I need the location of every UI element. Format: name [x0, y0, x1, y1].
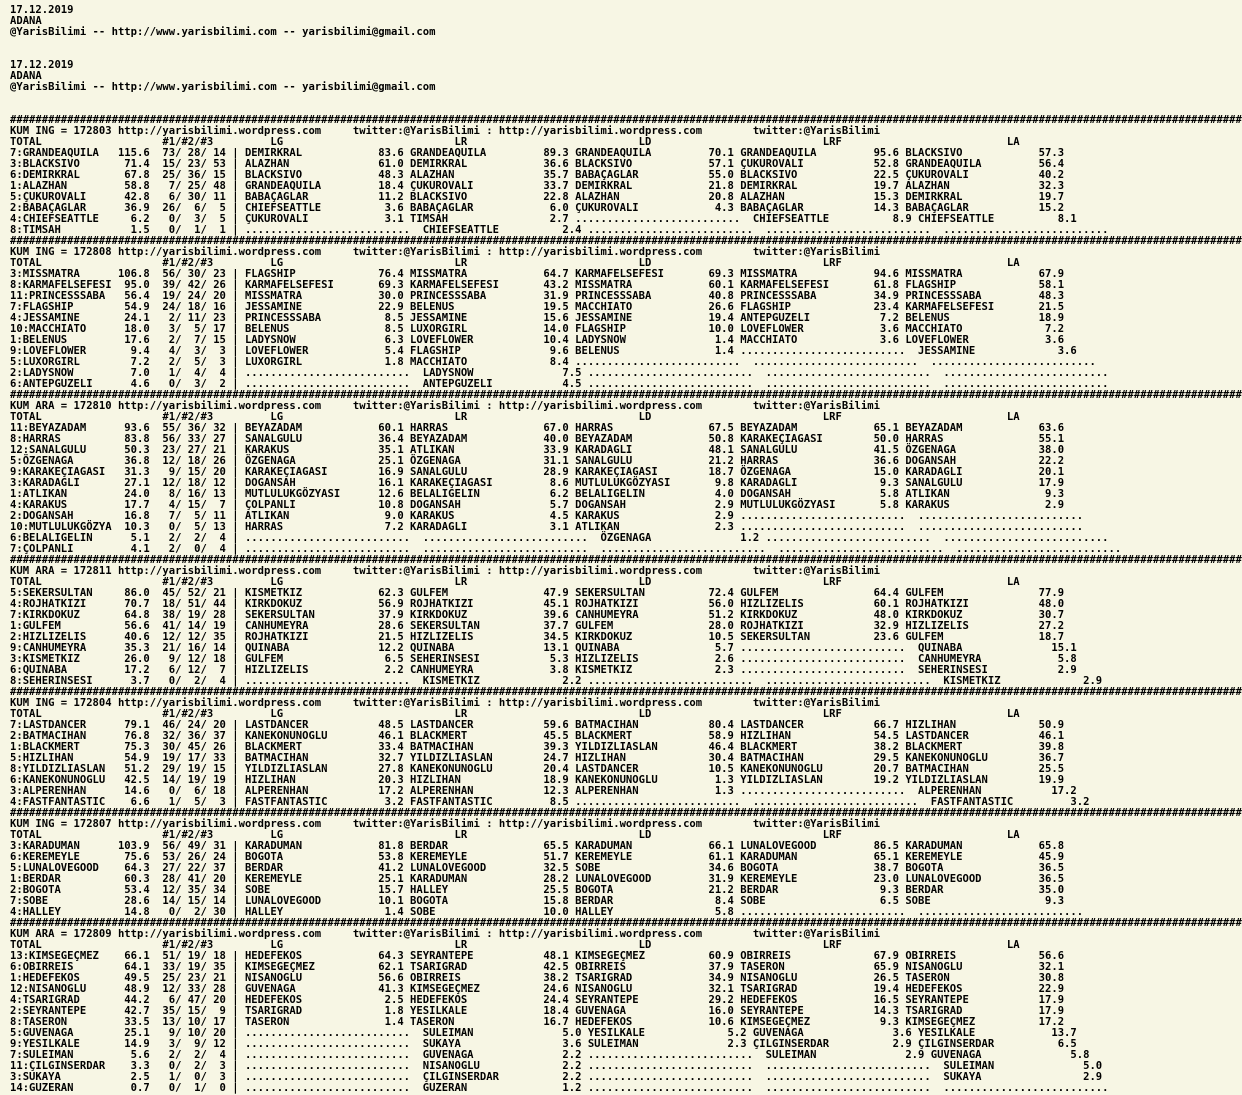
result-row: 4:KARAKUS 17.7 4/ 15/ 7 | ÇOLPANLI 10.8 DOGANSAH 5.7 DOGANSAH 2.9 MUTLULUKGÖZYASI 5.8 KARAKUS 2.9 [10, 499, 1065, 511]
blank-line [10, 38, 1074, 49]
result-row: 5:SEKERSULTAN 86.0 45/ 52/ 21 | KISMETKIZ 62.3 GULFEM 47.9 SEKERSULTAN 72.4 GULFEM 64.4 GULFEM 77.9 [10, 587, 1065, 599]
result-row: 10:MACCHIATO 18.0 3/ 5/ 17 | BELENUS 8.5 LUXORGIRL 14.0 FLAGSHIP 10.0 LOVEFLOWER 3.6 MACCHIATO 7.2 [10, 323, 1065, 335]
result-row: 1:BERDAR 60.3 28/ 41/ 20 | KEREMEYLE 25.1 KARADUMAN 28.2 LUNALOVEGOOD 31.9 KEREMEYLE 23.0 LUNALOVEGOOD 36.5 [10, 873, 1065, 885]
result-row: 14:GUZERAN 0.7 0/ 1/ 0 | .......................... GUZERAN 1.2 .......................... .......................... .......................... [10, 1082, 1109, 1094]
result-row: 4:CHIEFSEATTLE 6.2 0/ 3/ 5 | ÇUKUROVALI 3.1 TIMSAH 2.7 .......................... CHIEFSEATTLE 8.9 CHIEFSEATTLE 8.1 [10, 213, 1077, 225]
result-row: 12:SANALGULU 50.3 23/ 27/ 21 | KARAKUS 35.1 ATLIKAN 33.9 KARADAGLI 48.1 SANALGULU 41.5 ÖZGENAGA 38.0 [10, 444, 1065, 456]
column-header-line: TOTAL #1/#2/#3 LG LR LD LRF LA [10, 829, 1020, 841]
result-row: 6:QUINABA 17.2 6/ 12/ 7 | HIZLIZELIS 2.2 CANHUMEYRA 3.8 KISMETKIZ 2.3 .......................... SEHERINSESI 2.9 [10, 664, 1077, 676]
result-row: 3:KISMETKIZ 26.0 9/ 12/ 18 | GULFEM 6.5 SEHERINSESI 5.3 HIZLIZELIS 2.6 .......................... CANHUMEYRA 5.8 [10, 653, 1077, 665]
result-row: 6:KEREMEYLE 75.6 53/ 26/ 24 | BOGOTA 53.8 KEREMEYLE 51.7 KEREMEYLE 61.1 KARADUMAN 65.1 KEREMEYLE 45.9 [10, 851, 1065, 863]
race-header-line: KUM ARA = 172809 http://yarisbilimi.wordpress.com twitter:@YarisBilimi : http://yarisbilimi.wordpress.com twitter:@YarisBilimi [10, 928, 880, 940]
result-row: 2:BATMACIHAN 76.8 32/ 36/ 37 | KANEKONUNOGLU 46.1 BLACKMERT 45.5 BLACKMERT 58.9 HIZLIHAN 54.5 LASTDANCER 46.1 [10, 730, 1065, 742]
result-row: 5:ÇUKUROVALI 42.8 6/ 30/ 11 | BABAÇAGLAR 11.2 BLACKSIVO 22.8 ALAZHAN 20.8 ALAZHAN 15.3 DEMIRKRAL 19.7 [10, 191, 1065, 203]
result-row: 2:BABAÇAGLAR 36.9 26/ 6/ 5 | CHIEFSEATTLE 3.6 BABAÇAGLAR 6.0 ÇUKUROVALI 4.3 BABAÇAGLAR 14.3 BABAÇAGLAR 15.2 [10, 202, 1065, 214]
result-row: 9:KARAKEÇIAGASI 31.3 9/ 15/ 20 | KARAKEÇIAGASI 16.9 SANALGULU 28.9 KARAKEÇIAGASI 18.7 ÖZGENAGA 15.0 KARADAGLI 20.1 [10, 466, 1065, 478]
result-row: 9:YESILKALE 14.9 3/ 9/ 12 | .......................... SUKAYA 3.6 SULEIMAN 2.3 ÇILGINSERDAR 2.9 ÇILGINSERDAR 6.5 [10, 1038, 1077, 1050]
result-row: 11:ÇILGINSERDAR 3.3 0/ 2/ 3 | .......................... NISANOGLU 2.2 .......................... .......................... SULEIMAN 5.0 [10, 1060, 1103, 1072]
text-line: 17.12.2019 [10, 4, 74, 16]
race-header-line: KUM ING = 172803 http://yarisbilimi.wordpress.com twitter:@YarisBilimi : http://yarisbilimi.wordpress.com twitter:@YarisBilimi [10, 125, 880, 137]
text-line: ADANA [10, 15, 42, 27]
separator-line: ################################################################################################################################################################################################## [10, 114, 1242, 126]
result-row: 10:MUTLULUKGÖZYA 10.3 0/ 5/ 13 | HARRAS 7.2 KARADAGLI 3.1 ATLIKAN 2.3 .......................... .......................... [10, 521, 1084, 533]
result-row: 3:BLACKSIVO 71.4 15/ 23/ 53 | ALAZHAN 61.0 DEMIRKRAL 36.6 BLACKSIVO 57.1 ÇUKUROVALI 52.8 GRANDEAQUILA 56.4 [10, 158, 1065, 170]
result-row: 2:HIZLIZELIS 40.6 12/ 12/ 35 | ROJHATKIZI 21.5 HIZLIZELIS 34.5 KIRKDOKUZ 10.5 SEKERSULTAN 23.6 GULFEM 18.7 [10, 631, 1065, 643]
result-row: 1:GULFEM 56.6 41/ 14/ 19 | CANHUMEYRA 28.6 SEKERSULTAN 37.7 GULFEM 28.0 ROJHATKIZI 32.9 HIZLIZELIS 27.2 [10, 620, 1065, 632]
result-row: 2:SEYRANTEPE 42.7 35/ 15/ 9 | TSARIGRAD 1.8 YESILKALE 18.4 GUVENAGA 16.0 SEYRANTEPE 14.3 TSARIGRAD 17.9 [10, 1005, 1065, 1017]
result-row: 5:LUXORGIRL 7.2 2/ 5/ 3 | LUXORGIRL 1.8 MACCHIATO 8.4 .......................... .......................... .......................... [10, 356, 1096, 368]
race-header-line: KUM ARA = 172810 http://yarisbilimi.wordpress.com twitter:@YarisBilimi : http://yarisbilimi.wordpress.com twitter:@YarisBilimi [10, 400, 880, 412]
result-row: 8:HARRAS 83.8 56/ 33/ 27 | SANALGULU 36.4 BEYAZADAM 40.0 BEYAZADAM 50.8 KARAKEÇIAGASI 50.0 HARRAS 55.1 [10, 433, 1065, 445]
result-row: 8:TASERON 33.5 13/ 10/ 17 | TASERON 1.4 TASERON 16.7 HEDEFEKOS 10.6 KIMSEGEÇMEZ 9.3 KIMSEGEÇMEZ 17.2 [10, 1016, 1065, 1028]
result-row: 4:HALLEY 14.8 0/ 2/ 30 | HALLEY 1.4 SOBE 10.0 HALLEY 5.8 .......................... .......................... [10, 906, 1084, 918]
separator-line: ################################################################################################################################################################################################## [10, 686, 1242, 698]
race-header-line: KUM ING = 172807 http://yarisbilimi.wordpress.com twitter:@YarisBilimi : http://yarisbilimi.wordpress.com twitter:@YarisBilimi [10, 818, 880, 830]
result-row: 7:SOBE 28.6 14/ 15/ 14 | LUNALOVEGOOD 10.1 BOGOTA 15.8 BERDAR 8.4 SOBE 6.5 SOBE 9.3 [10, 895, 1065, 907]
blank-line [10, 49, 1074, 60]
result-row: 3:KARADAGLI 27.1 12/ 18/ 12 | DOGANSAH 16.1 KARAKEÇIAGASI 8.6 MUTLULUKGÖZYASI 9.8 KARADAGLI 9.3 SANALGULU 17.9 [10, 477, 1065, 489]
result-row: 12:NISANOGLU 48.9 12/ 33/ 28 | GUVENAGA 41.3 KIMSEGEÇMEZ 24.6 NISANOGLU 32.1 TSARIGRAD 19.4 HEDEFEKOS 22.9 [10, 983, 1065, 995]
result-row: 11:PRINCESSSABA 56.4 19/ 24/ 20 | MISSMATRA 30.0 PRINCESSSABA 31.9 PRINCESSSABA 40.8 PRINCESSSABA 34.9 PRINCESSSABA 48.3 [10, 290, 1065, 302]
text-line: ADANA [10, 70, 42, 82]
result-row: 7:ÇOLPANLI 4.1 2/ 0/ 4 | .......................... .......................... .......................... .......................... .......................... [10, 543, 1122, 555]
result-row: 6:KANEKONUNOGLU 42.5 14/ 19/ 19 | HIZLIHAN 20.3 HIZLIHAN 18.9 KANEKONUNOGLU 1.3 YILDIZLIASLAN 19.2 YILDIZLIASLAN 19.9 [10, 774, 1065, 786]
result-row: 4:ROJHATKIZI 70.7 18/ 51/ 44 | KIRKDOKUZ 56.9 ROJHATKIZI 45.1 ROJHATKIZI 56.0 HIZLIZELIS 60.1 ROJHATKIZI 48.0 [10, 598, 1065, 610]
result-row: 1:BLACKMERT 75.3 30/ 45/ 26 | BLACKMERT 33.4 BATMACIHAN 39.3 YILDIZLIASLAN 46.4 BLACKMERT 38.2 BLACKMERT 39.8 [10, 741, 1065, 753]
column-header-line: TOTAL #1/#2/#3 LG LR LD LRF LA [10, 411, 1020, 423]
result-row: 8:SEHERINSESI 3.7 0/ 2/ 4 | .......................... KISMETKIZ 2.2 .......................... .......................... KISMETKIZ 2.9 [10, 675, 1103, 687]
result-row: 9:CANHUMEYRA 35.3 21/ 16/ 14 | QUINABA 12.2 QUINABA 13.1 QUINABA 5.7 .......................... QUINABA 15.1 [10, 642, 1077, 654]
result-row: 6:OBIRREIS 64.1 33/ 19/ 35 | KIMSEGEÇMEZ 62.1 TSARIGRAD 42.5 OBIRREIS 37.9 TASERON 65.9 NISANOGLU 32.1 [10, 961, 1065, 973]
result-row: 7:KIRKDOKUZ 64.8 38/ 19/ 28 | SEKERSULTAN 37.9 KIRKDOKUZ 39.6 CANHUMEYRA 51.2 KIRKDOKUZ 48.0 KIRKDOKUZ 30.7 [10, 609, 1065, 621]
result-row: 1:ALAZHAN 58.8 7/ 25/ 48 | GRANDEAQUILA 18.4 ÇUKUROVALI 33.7 DEMIRKRAL 21.8 DEMIRKRAL 19.7 ALAZHAN 32.3 [10, 180, 1065, 192]
result-row: 4:JESSAMINE 24.1 2/ 11/ 23 | PRINCESSSABA 8.5 JESSAMINE 15.6 JESSAMINE 19.4 ANTEPGUZELI 7.2 BELENUS 18.9 [10, 312, 1065, 324]
result-row: 1:HEDEFEKOS 49.5 25/ 23/ 21 | NISANOGLU 56.6 OBIRREIS 38.2 TSARIGRAD 34.9 NISANOGLU 26.5 TASERON 30.8 [10, 972, 1065, 984]
separator-line: ################################################################################################################################################################################################## [10, 554, 1242, 566]
result-row: 8:KARMAFELSEFESI 95.0 39/ 42/ 26 | KARMAFELSEFESI 69.3 KARMAFELSEFESI 43.2 MISSMATRA 60.1 KARMAFELSEFESI 61.8 FLAGSHIP 58.1 [10, 279, 1065, 291]
separator-line: ################################################################################################################################################################################################## [10, 389, 1242, 401]
column-header-line: TOTAL #1/#2/#3 LG LR LD LRF LA [10, 576, 1020, 588]
result-row: 5:LUNALOVEGOOD 64.3 27/ 22/ 37 | BERDAR 41.2 LUNALOVEGOOD 32.5 SOBE 34.6 BOGOTA 38.7 BOGOTA 36.5 [10, 862, 1065, 874]
column-header-line: TOTAL #1/#2/#3 LG LR LD LRF LA [10, 136, 1020, 148]
text-line: @YarisBilimi -- http://www.yarisbilimi.com -- yarisbilimi@gmail.com [10, 26, 436, 38]
result-row: 7:FLAGSHIP 54.9 24/ 18/ 16 | JESSAMINE 22.9 BELENUS 19.5 MACCHIATO 26.6 FLAGSHIP 23.4 KARMAFELSEFESI 21.5 [10, 301, 1065, 313]
separator-line: ################################################################################################################################################################################################## [10, 917, 1242, 929]
result-row: 5:ÖZGENAGA 36.8 12/ 18/ 26 | ÖZGENAGA 25.1 ÖZGENAGA 31.1 SANALGULU 21.2 HARRAS 36.6 DOGANSAH 22.2 [10, 455, 1065, 467]
result-row: 3:KARADUMAN 103.9 56/ 49/ 31 | KARADUMAN 81.8 BERDAR 65.5 KARADUMAN 66.1 LUNALOVEGOOD 86.5 KARADUMAN 65.8 [10, 840, 1065, 852]
column-header-line: TOTAL #1/#2/#3 LG LR LD LRF LA [10, 939, 1020, 951]
text-line: @YarisBilimi -- http://www.yarisbilimi.com -- yarisbilimi@gmail.com [10, 81, 436, 93]
text-line: 17.12.2019 [10, 59, 74, 71]
result-row: 7:GRANDEAQUILA 115.6 73/ 28/ 14 | DEMIRKRAL 83.6 GRANDEAQUILA 89.3 GRANDEAQUILA 70.1 GRANDEAQUILA 95.6 BLACKSIVO 57.3 [10, 147, 1065, 159]
result-row: 1:BELENUS 17.6 2/ 7/ 15 | LADYSNOW 6.3 LOVEFLOWER 10.4 LADYSNOW 1.4 MACCHIATO 3.6 LOVEFLOWER 3.6 [10, 334, 1065, 346]
column-header-line: TOTAL #1/#2/#3 LG LR LD LRF LA [10, 708, 1020, 720]
result-row: 8:TIMSAH 1.5 0/ 1/ 1 | .......................... CHIEFSEATTLE 2.4 .......................... .......................... .......................... [10, 224, 1109, 236]
result-row: 3:SUKAYA 2.5 1/ 0/ 3 | .......................... ÇILGINSERDAR 2.2 .......................... .......................... SUKAYA 2.9 [10, 1071, 1103, 1083]
result-row: 5:HIZLIHAN 54.9 19/ 17/ 33 | BATMACIHAN 32.7 YILDIZLIASLAN 24.7 HIZLIHAN 30.4 BATMACIHAN 29.5 KANEKONUNOGLU 36.7 [10, 752, 1065, 764]
result-row: 8:YILDIZLIASLAN 51.2 29/ 19/ 15 | YILDIZLIASLAN 27.8 KANEKONUNOGLU 20.4 LASTDANCER 10.5 KANEKONUNOGLU 20.7 BATMACIHAN 25.5 [10, 763, 1065, 775]
result-row: 7:LASTDANCER 79.1 46/ 24/ 20 | LASTDANCER 48.5 LASTDANCER 59.6 BATMACIHAN 80.4 LASTDANCER 66.7 HIZLIHAN 50.9 [10, 719, 1065, 731]
result-row: 2:BOGOTA 53.4 12/ 35/ 34 | SOBE 15.7 HALLEY 25.5 BOGOTA 21.2 BERDAR 9.3 BERDAR 35.0 [10, 884, 1065, 896]
result-row: 4:TSARIGRAD 44.2 6/ 47/ 20 | HEDEFEKOS 2.5 HEDEFEKOS 24.4 SEYRANTEPE 29.2 HEDEFEKOS 16.5 SEYRANTEPE 17.9 [10, 994, 1065, 1006]
result-row: 6:ANTEPGUZELI 4.6 0/ 3/ 2 | .......................... ANTEPGUZELI 4.5 .......................... .......................... .......................... [10, 378, 1109, 390]
result-row: 7:SULEIMAN 5.6 2/ 2/ 4 | .......................... GUVENAGA 2.2 .......................... SULEIMAN 2.9 GUVENAGA 5.8 [10, 1049, 1090, 1061]
result-row: 6:BELALIGELIN 5.1 2/ 2/ 4 | .......................... .......................... ÖZGENAGA 1.2 .......................... .......................... [10, 532, 1109, 544]
result-row: 5:GUVENAGA 25.1 9/ 10/ 20 | .......................... SULEIMAN 5.0 YESILKALE 5.2 GUVENAGA 3.6 YESILKALE 13.7 [10, 1027, 1077, 1039]
race-header-line: KUM ARA = 172811 http://yarisbilimi.wordpress.com twitter:@YarisBilimi : http://yarisbilimi.wordpress.com twitter:@YarisBilimi [10, 565, 880, 577]
result-row: 2:LADYSNOW 7.0 1/ 4/ 4 | .......................... LADYSNOW 7.5 .......................... .......................... .......................... [10, 367, 1109, 379]
race-header-line: KUM ING = 172804 http://yarisbilimi.wordpress.com twitter:@YarisBilimi : http://yarisbilimi.wordpress.com twitter:@YarisBilimi [10, 697, 880, 709]
blank-line [10, 93, 1074, 104]
result-row: 6:DEMIRKRAL 67.8 25/ 36/ 15 | BLACKSIVO 48.3 ALAZHAN 35.7 BABAÇAGLAR 55.0 BLACKSIVO 22.5 ÇUKUROVALI 40.2 [10, 169, 1065, 181]
separator-line: ################################################################################################################################################################################################## [10, 235, 1242, 247]
result-row: 4:FASTFANTASTIC 6.6 1/ 5/ 3 | FASTFANTASTIC 3.2 FASTFANTASTIC 8.5 .......................... .......................... FASTFANTASTIC 3.2 [10, 796, 1090, 808]
result-row: 13:KIMSEGEÇMEZ 66.1 51/ 19/ 18 | HEDEFEKOS 64.3 SEYRANTEPE 48.1 KIMSEGEÇMEZ 60.9 OBIRREIS 67.9 OBIRREIS 56.6 [10, 950, 1065, 962]
result-row: 3:MISSMATRA 106.8 56/ 30/ 23 | FLAGSHIP 76.4 MISSMATRA 64.7 KARMAFELSEFESI 69.3 MISSMATRA 94.6 MISSMATRA 67.9 [10, 268, 1065, 280]
result-row: 1:ATLIKAN 24.0 8/ 16/ 13 | MUTLULUKGÖZYASI 12.6 BELALIGELIN 6.2 BELALIGELIN 4.0 DOGANSAH 5.8 ATLIKAN 9.3 [10, 488, 1065, 500]
race-header-line: KUM ING = 172808 http://yarisbilimi.wordpress.com twitter:@YarisBilimi : http://yarisbilimi.wordpress.com twitter:@YarisBilimi [10, 246, 880, 258]
result-row: 9:LOVEFLOWER 9.4 4/ 3/ 3 | LOVEFLOWER 5.4 FLAGSHIP 9.6 BELENUS 1.4 .......................... JESSAMINE 3.6 [10, 345, 1077, 357]
separator-line: ################################################################################################################################################################################################## [10, 807, 1242, 819]
result-row: 3:ALPERENHAN 14.6 0/ 6/ 18 | ALPERENHAN 17.2 ALPERENHAN 12.3 ALPERENHAN 1.3 .......................... ALPERENHAN 17.2 [10, 785, 1077, 797]
result-row: 11:BEYAZADAM 93.6 55/ 36/ 32 | BEYAZADAM 60.1 HARRAS 67.0 HARRAS 67.5 BEYAZADAM 65.1 BEYAZADAM 63.6 [10, 422, 1065, 434]
result-row: 2:DOGANSAH 16.8 7/ 5/ 11 | ATLIKAN 9.0 KARAKUS 4.5 KARAKUS 2.9 .......................... .......................... [10, 510, 1084, 522]
column-header-line: TOTAL #1/#2/#3 LG LR LD LRF LA [10, 257, 1020, 269]
